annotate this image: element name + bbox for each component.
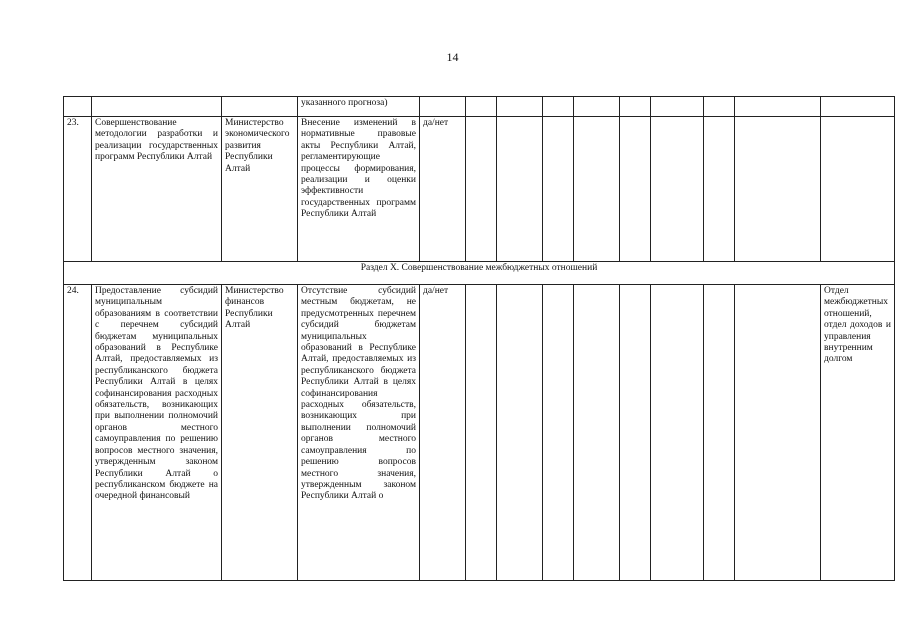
table-cell	[574, 117, 620, 262]
table-cell	[735, 117, 821, 262]
table-cell	[704, 117, 735, 262]
indicator-cell: Внесение изменений в нормативные правовые акты Республики Алтай, регламентирующие процессы формирования, реализации и оценки эффективности государственных программ Республики Алтай	[298, 117, 420, 262]
table-cell	[543, 97, 574, 117]
unit-cell: да/нет	[420, 117, 466, 262]
table-cell	[651, 97, 704, 117]
table-cell	[574, 97, 620, 117]
table-cell	[497, 117, 543, 262]
executor-cell: Министерство финансов Республики Алтай	[222, 285, 298, 581]
table-cell	[466, 97, 497, 117]
table-cell	[222, 97, 298, 117]
indicators-table	[63, 96, 895, 581]
table-cell	[497, 285, 543, 581]
table-cell	[620, 97, 651, 117]
unit-cell: да/нет	[420, 285, 466, 581]
table-cell	[735, 285, 821, 581]
table-cell	[543, 117, 574, 262]
page-number: 14	[446, 50, 459, 64]
table-row	[64, 97, 895, 117]
table-cell	[704, 97, 735, 117]
table-cell: указанного прогноза)	[298, 97, 420, 117]
table-cell	[620, 285, 651, 581]
table-row	[64, 285, 895, 581]
measure-cell: Предоставление субсидий муниципальным образованиям в соответствии с перечнем субсидий бюджетам муниципальных образований в Республике Алтай, предоставляемых из республиканского бюджета Республики Алтай в целях софинансирования расходных обязательств, возникающих при выполнении полномочий органов местного самоуправления по решению вопросов местного значения, утвержденным законом Республики Алтай о республиканском бюджете на очередной финансовый	[92, 285, 222, 581]
measure-cell: Совершенствование методологии разработки и реализации государственных программ Республики Алтай	[92, 117, 222, 262]
row-number: 24.	[64, 285, 92, 581]
table-cell	[420, 97, 466, 117]
table-cell	[466, 285, 497, 581]
section-title: Раздел X. Совершенствование межбюджетных отношений	[64, 262, 895, 285]
table-cell	[92, 97, 222, 117]
table-row	[64, 117, 895, 262]
responsible-cell: Отдел межбюджетных отношений, отдел доходов и управления внутренним долгом	[821, 285, 895, 581]
executor-cell: Министерство экономического развития Республики Алтай	[222, 117, 298, 262]
table-cell	[704, 285, 735, 581]
indicator-cell: Отсутствие субсидий местным бюджетам, не предусмотренных перечнем субсидий бюджетам муниципальных образований в Республике Алтай, предоставляемых из республиканского бюджета Республики Алтай в целях софинансирования расходных обязательств, возникающих при выполнении полномочий органов местного самоуправления по решению вопросов местного значения, утвержденным законом Республики Алтай о	[298, 285, 420, 581]
table-cell	[735, 97, 821, 117]
table-cell	[651, 285, 704, 581]
table-cell	[64, 97, 92, 117]
table-cell	[466, 117, 497, 262]
section-row	[64, 262, 895, 285]
table-cell	[543, 285, 574, 581]
table-cell	[574, 285, 620, 581]
table-cell	[497, 97, 543, 117]
table-cell	[821, 97, 895, 117]
table-cell	[651, 117, 704, 262]
table-cell	[620, 117, 651, 262]
table-cell	[821, 117, 895, 262]
row-number: 23.	[64, 117, 92, 262]
